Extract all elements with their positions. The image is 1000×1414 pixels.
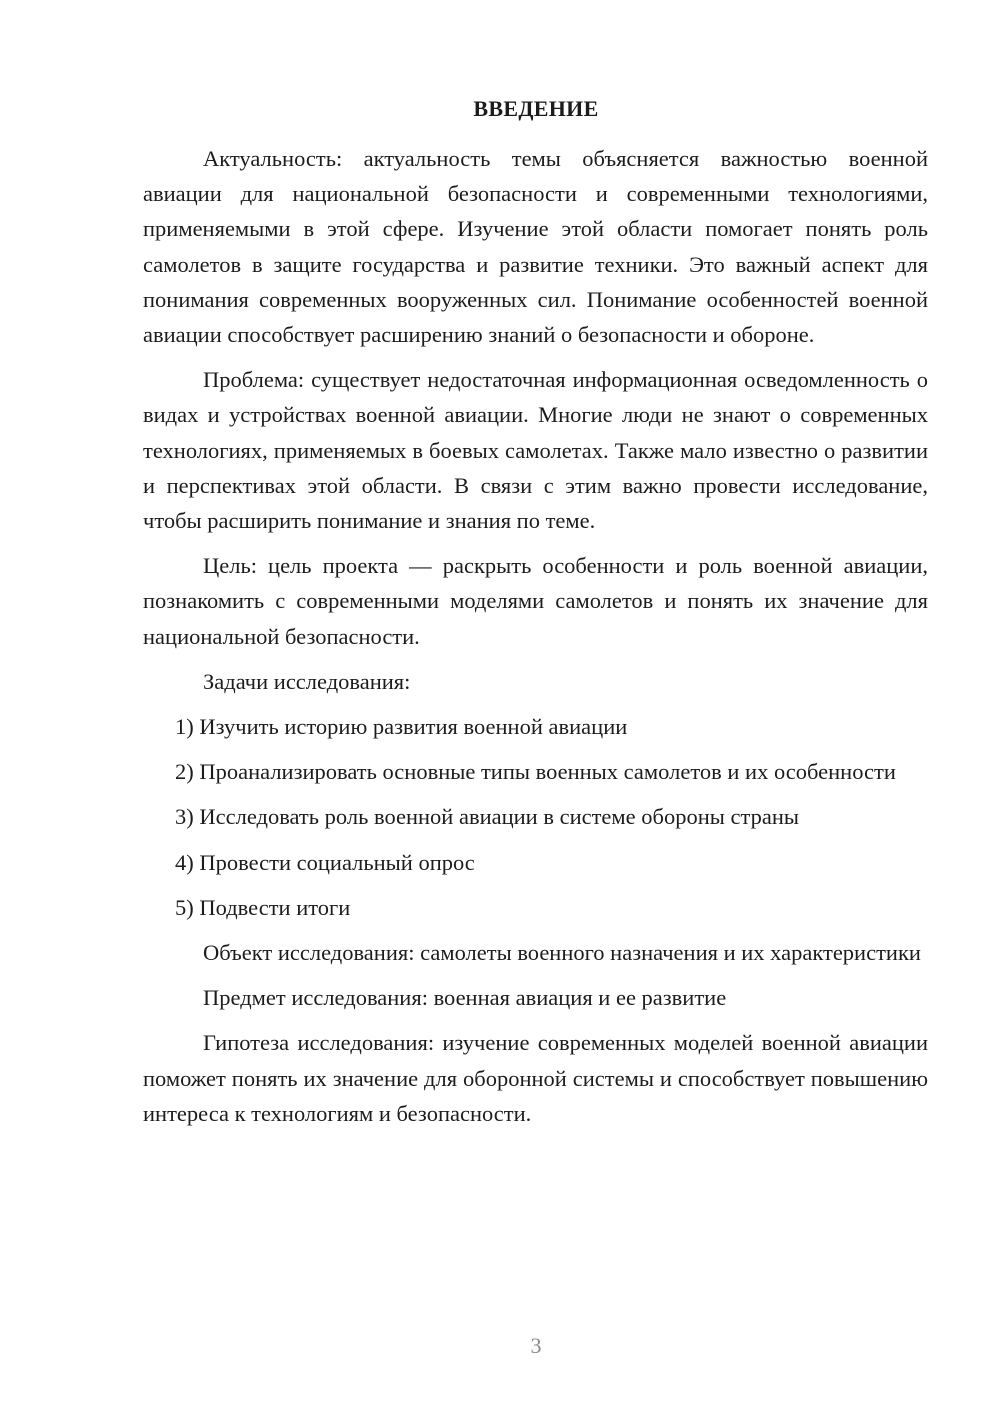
paragraph-relevance: Актуальность: актуальность темы объясняется важностью военной авиации для национальной безопасности и современными технологиями, применяемыми в этой сфере. Изучение этой области помогает понять роль самолетов в защите государства и развитие техники. Это важный аспект для понимания современных вооруженных сил. Понимание особенностей военной авиации способствует расширению знаний о безопасности и обороне. [143, 146, 928, 348]
task-item: 1) Изучить историю развития военной авиации [175, 714, 628, 740]
paragraph-goal: Цель: цель проекта — раскрыть особенности и роль военной авиации, познакомить с современными моделями самолетов и понять их значение для национальной безопасности. [143, 553, 928, 649]
section-heading: ВВЕДЕНИЕ [473, 96, 599, 121]
paragraph-problem: Проблема: существует недостаточная информационная осведомленность о видах и устройствах военной авиации. Многие люди не знают о современных технологиях, применяемых в боевых самолетах. Также мало известно о развитии и перспективах этой области. В связи с этим важно провести исследование, чтобы расширить понимание и знания по теме. [143, 367, 928, 534]
task-item: 2) Проанализировать основные типы военных самолетов и их особенности [175, 759, 896, 785]
page-number: 3 [530, 1333, 542, 1358]
paragraph-hypothesis: Гипотеза исследования: изучение современных моделей военной авиации поможет понять их значение для оборонной системы и способствует повышению интереса к технологиям и безопасности. [143, 1030, 928, 1126]
paragraph-subject: Предмет исследования: военная авиация и ее развитие [203, 985, 727, 1011]
tasks-heading: Задачи исследования: [203, 668, 411, 694]
paragraph-object: Объект исследования: самолеты военного назначения и их характеристики [203, 940, 921, 966]
task-item: 5) Подвести итоги [175, 894, 351, 920]
task-item: 4) Провести социальный опрос [175, 849, 475, 875]
document-body [143, 141, 928, 1141]
task-item: 3) Исследовать роль военной авиации в системе обороны страны [175, 804, 799, 830]
